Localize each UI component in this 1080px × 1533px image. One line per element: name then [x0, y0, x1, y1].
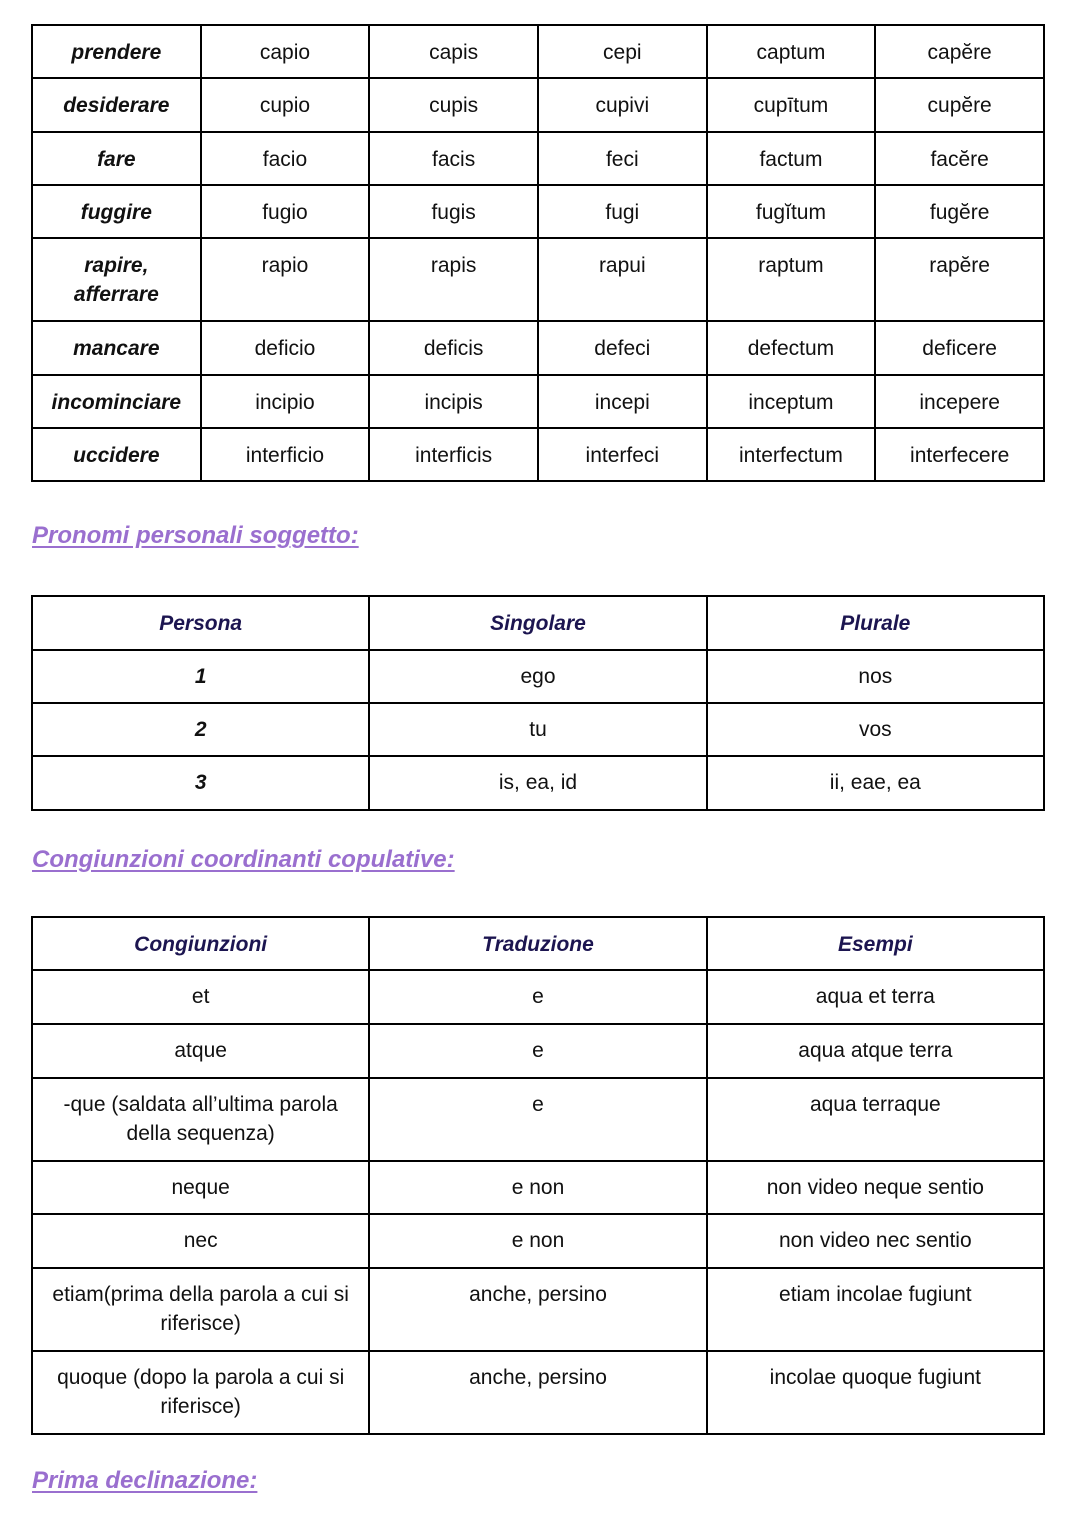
table-cell: anche, persino — [369, 1351, 706, 1434]
table-cell: cupis — [369, 78, 538, 132]
table-cell: etiam incolae fugiunt — [707, 1268, 1044, 1351]
table-cell: rapio — [201, 238, 370, 321]
table-cell: nec — [32, 1214, 369, 1268]
table-cell: cupio — [201, 78, 370, 132]
table-cell: vos — [707, 703, 1044, 756]
table-cell: feci — [538, 132, 707, 185]
section-title-pronomi: Pronomi personali soggetto: — [32, 522, 359, 549]
table-row — [32, 132, 1044, 185]
table-cell: incipio — [201, 375, 370, 428]
table-row — [32, 238, 1044, 321]
table-cell: cupĕre — [875, 78, 1044, 132]
table-cell: incepere — [875, 375, 1044, 428]
column-header: Plurale — [707, 596, 1044, 650]
table-cell: tu — [369, 703, 706, 756]
table-cell: fugi — [538, 185, 707, 238]
table-cell: fugio — [201, 185, 370, 238]
table-cell: aqua atque terra — [707, 1024, 1044, 1078]
table-cell: e non — [369, 1214, 706, 1268]
table-cell: cupivi — [538, 78, 707, 132]
table-cell: interfeci — [538, 428, 707, 481]
table-cell: captum — [707, 25, 876, 78]
table-cell: deficere — [875, 321, 1044, 375]
table-cell: deficis — [369, 321, 538, 375]
table-cell: 1 — [32, 650, 369, 703]
table-cell: incepi — [538, 375, 707, 428]
table-cell: nos — [707, 650, 1044, 703]
table-row — [32, 756, 1044, 810]
table-cell: rapui — [538, 238, 707, 321]
table-cell: atque — [32, 1024, 369, 1078]
table-cell: inceptum — [707, 375, 876, 428]
table-cell: incipis — [369, 375, 538, 428]
table-cell: ii, eae, ea — [707, 756, 1044, 810]
table-cell: desiderare — [32, 78, 201, 132]
table-cell: 2 — [32, 703, 369, 756]
table-cell: -que (saldata all’ultima parola della sequenza) — [32, 1078, 369, 1161]
table-cell: interficio — [201, 428, 370, 481]
table-cell: e — [369, 1024, 706, 1078]
column-header: Singolare — [369, 596, 706, 650]
column-header: Persona — [32, 596, 369, 650]
table-cell: incominciare — [32, 375, 201, 428]
table-row — [32, 1078, 1044, 1161]
table-cell: aqua terraque — [707, 1078, 1044, 1161]
table-cell: fuggire — [32, 185, 201, 238]
table-cell: anche, persino — [369, 1268, 706, 1351]
table-cell: factum — [707, 132, 876, 185]
table-cell: prendere — [32, 25, 201, 78]
table-cell: uccidere — [32, 428, 201, 481]
table-cell: capio — [201, 25, 370, 78]
table-cell: rapis — [369, 238, 538, 321]
table-cell: e non — [369, 1161, 706, 1214]
table-cell: rapĕre — [875, 238, 1044, 321]
conjunctions-table — [31, 916, 1045, 1435]
table-row — [32, 703, 1044, 756]
table-row — [32, 1268, 1044, 1351]
table-cell: interfecere — [875, 428, 1044, 481]
table-cell: facis — [369, 132, 538, 185]
table-header-row — [32, 596, 1044, 650]
table-cell: aqua et terra — [707, 970, 1044, 1024]
table-row — [32, 1161, 1044, 1214]
table-row — [32, 375, 1044, 428]
column-header: Esempi — [707, 917, 1044, 970]
table-row — [32, 321, 1044, 375]
table-row — [32, 650, 1044, 703]
table-cell: cepi — [538, 25, 707, 78]
table-cell: rapire, afferrare — [32, 238, 201, 321]
table-cell: fugis — [369, 185, 538, 238]
table-cell: cupītum — [707, 78, 876, 132]
table-cell: e — [369, 1078, 706, 1161]
table-row — [32, 185, 1044, 238]
table-row — [32, 78, 1044, 132]
table-cell: neque — [32, 1161, 369, 1214]
table-cell: et — [32, 970, 369, 1024]
table-row — [32, 1024, 1044, 1078]
table-cell: is, ea, id — [369, 756, 706, 810]
table-cell: deficio — [201, 321, 370, 375]
column-header: Traduzione — [369, 917, 706, 970]
table-cell: quoque (dopo la parola a cui si riferisce) — [32, 1351, 369, 1434]
table-cell: fare — [32, 132, 201, 185]
table-cell: fugĭtum — [707, 185, 876, 238]
column-header: Congiunzioni — [32, 917, 369, 970]
table-cell: defectum — [707, 321, 876, 375]
section-title-congiunzioni: Congiunzioni coordinanti copulative: — [32, 846, 455, 873]
table-row — [32, 1351, 1044, 1434]
table-cell: interfectum — [707, 428, 876, 481]
table-cell: defeci — [538, 321, 707, 375]
table-cell: fugĕre — [875, 185, 1044, 238]
table-row — [32, 970, 1044, 1024]
pronouns-table — [31, 595, 1045, 811]
table-row — [32, 1214, 1044, 1268]
table-cell: capis — [369, 25, 538, 78]
table-cell: interficis — [369, 428, 538, 481]
table-cell: e — [369, 970, 706, 1024]
table-row — [32, 428, 1044, 481]
table-header-row — [32, 917, 1044, 970]
table-row — [32, 25, 1044, 78]
table-cell: facĕre — [875, 132, 1044, 185]
table-cell: mancare — [32, 321, 201, 375]
table-cell: 3 — [32, 756, 369, 810]
table-cell: etiam(prima della parola a cui si riferisce) — [32, 1268, 369, 1351]
section-title-declinazione: Prima declinazione: — [32, 1467, 258, 1494]
table-cell: capĕre — [875, 25, 1044, 78]
table-cell: raptum — [707, 238, 876, 321]
table-cell: non video nec sentio — [707, 1214, 1044, 1268]
table-cell: incolae quoque fugiunt — [707, 1351, 1044, 1434]
verbs-table — [31, 24, 1045, 482]
table-cell: facio — [201, 132, 370, 185]
table-cell: ego — [369, 650, 706, 703]
table-cell: non video neque sentio — [707, 1161, 1044, 1214]
